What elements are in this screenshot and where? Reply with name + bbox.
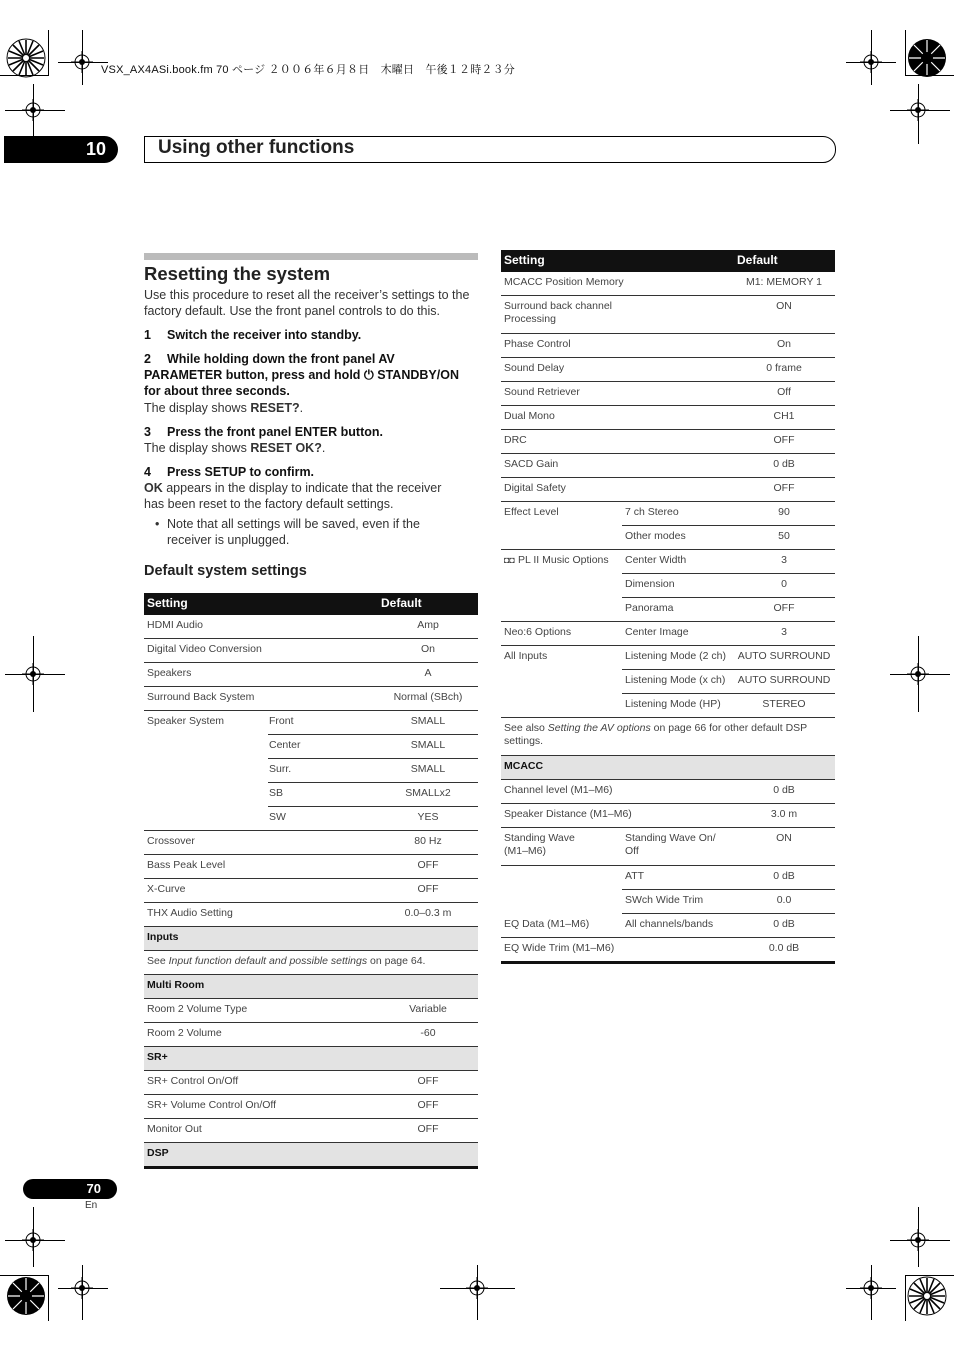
default-value: AUTO SURROUND: [737, 674, 831, 686]
table-row: [501, 670, 835, 694]
default-value: SMALL: [410, 763, 446, 775]
step-4: [144, 464, 480, 480]
table-row: [144, 711, 478, 735]
note-text: See also: [504, 722, 548, 734]
setting-name: Speaker System: [147, 715, 225, 727]
section-label: MCACC: [504, 760, 544, 772]
setting-name: Speaker Distance (M1–M6): [504, 808, 632, 820]
default-value: OFF: [417, 859, 439, 871]
table-row: [144, 855, 478, 879]
registration-wheel-icon: [5, 1275, 47, 1317]
default-value: 0.0–0.3 m: [404, 907, 452, 919]
default-value: OFF: [417, 1099, 439, 1111]
table-row: [501, 804, 835, 828]
default-value: Amp: [417, 619, 439, 631]
section-label: DSP: [147, 1147, 169, 1159]
setting-name: Standing Wave: [504, 832, 575, 844]
default-value: SMALL: [410, 739, 446, 751]
table-section-srplus: [144, 1047, 478, 1071]
step-3: [144, 424, 480, 440]
default-value: On: [776, 338, 791, 350]
dolby-icon: ◘◘: [504, 555, 515, 565]
setting-option-line2: Off: [625, 845, 639, 857]
registration-wheel-icon: [5, 37, 47, 79]
table-row: [501, 334, 835, 358]
table-row: [144, 687, 478, 711]
default-value: Off: [777, 386, 791, 398]
setting-name: Digital Safety: [504, 482, 566, 494]
section-title: Resetting the system: [144, 263, 331, 284]
chapter-title-box: [144, 136, 836, 163]
page-number-tab: [23, 1179, 117, 1199]
table-row: [144, 615, 478, 639]
chapter-number: 10: [85, 139, 106, 159]
setting-name: Sound Retriever: [504, 386, 580, 398]
step-text: for about three seconds.: [144, 384, 290, 398]
default-value: YES: [417, 811, 439, 823]
default-value: OFF: [773, 434, 795, 446]
default-value: 80 Hz: [414, 835, 442, 847]
setting-name: Room 2 Volume Type: [147, 1003, 248, 1015]
default-value: A: [424, 667, 432, 679]
setting-option: Listening Mode (x ch): [625, 674, 726, 686]
setting-name: Phase Control: [504, 338, 571, 350]
table-row: [144, 735, 478, 759]
default-value: OFF: [417, 1075, 439, 1087]
step-text: Switch the receiver into standby.: [167, 328, 362, 342]
setting-option: Center: [269, 739, 301, 751]
table-row: [501, 358, 835, 382]
table-row: [501, 454, 835, 478]
default-value: M1: MEMORY 1: [745, 276, 823, 288]
subsection-title: Default system settings: [144, 563, 307, 579]
default-value: 0.0: [776, 894, 792, 906]
step-number: 4: [144, 465, 151, 479]
default-value: 0 dB: [773, 918, 795, 930]
setting-option: Listening Mode (HP): [625, 698, 721, 710]
table-section-dsp: [144, 1143, 478, 1167]
table-header: [501, 250, 835, 272]
setting-option: Front: [269, 715, 294, 727]
setting-name: Crossover: [147, 835, 195, 847]
setting-name: Room 2 Volume: [147, 1027, 222, 1039]
display-text: RESET OK?: [250, 441, 322, 455]
default-value: 3: [781, 554, 787, 566]
table-row: [144, 807, 478, 831]
header-default: Default: [381, 596, 422, 610]
see-also-note: [504, 722, 834, 748]
default-value: SMALLx2: [405, 787, 451, 799]
note-bullet: • Note that all settings will be saved, even if the receiver is unplugged.: [155, 517, 420, 547]
table-end-rule: [501, 961, 835, 964]
default-value: 3: [781, 626, 787, 638]
setting-name: Dual Mono: [504, 410, 555, 422]
section-label: Inputs: [147, 931, 179, 943]
table-row: [501, 574, 835, 598]
bullet-icon: •: [155, 517, 160, 531]
table-row: [144, 1119, 478, 1143]
setting-name: SR+ Volume Control On/Off: [147, 1099, 277, 1111]
setting-option: SWch Wide Trim: [625, 894, 704, 906]
setting-name: DRC: [504, 434, 527, 446]
table-row: [144, 759, 478, 783]
table-row: [501, 780, 835, 804]
step-number: 2: [144, 352, 151, 366]
note-text: settings.: [504, 735, 544, 747]
setting-name: Surround back channel: [504, 300, 612, 312]
setting-name: X-Curve: [147, 883, 186, 895]
table-row: [144, 999, 478, 1023]
page-number: 70: [86, 1181, 101, 1196]
table-row: [144, 663, 478, 687]
table-row: [501, 430, 835, 454]
default-value: AUTO SURROUND: [737, 650, 831, 662]
chapter-number-tab: [4, 136, 118, 163]
default-value: 90: [778, 506, 790, 518]
default-value: OFF: [773, 482, 795, 494]
step-4-note: OK appears in the display to indicate that the receiver has been reset to the factory default settings.: [144, 481, 442, 511]
setting-name: SR+ Control On/Off: [147, 1075, 239, 1087]
table-row: [144, 903, 478, 927]
setting-name: Channel level (M1–M6): [504, 784, 613, 796]
section-label: SR+: [147, 1051, 168, 1063]
setting-name: Sound Delay: [504, 362, 565, 374]
setting-option: Listening Mode (2 ch): [625, 650, 726, 662]
setting-name: Neo:6 Options: [504, 626, 572, 638]
default-value: -60: [420, 1027, 436, 1039]
table-row: [144, 1071, 478, 1095]
table-end-rule: [144, 1166, 478, 1169]
setting-name: EQ Wide Trim (M1–M6): [504, 942, 615, 954]
note-italic: Input function default and possible settings: [168, 955, 368, 967]
default-value: 0 dB: [773, 870, 795, 882]
note-text: See: [147, 955, 169, 967]
note-text: on page 66 for other default DSP: [650, 722, 808, 734]
table-row: [501, 938, 835, 962]
default-value: 0.0 dB: [768, 942, 800, 954]
setting-option: Surr.: [269, 763, 292, 775]
step-text: PARAMETER button, press and hold ⏻ STANDBY/ON: [144, 368, 459, 382]
step-3-note: The display shows RESET OK?.: [144, 441, 326, 455]
setting-name: PL II Music Options: [518, 554, 609, 566]
table-row: [144, 639, 478, 663]
section-label: Multi Room: [147, 979, 205, 991]
inputs-note-row: [144, 951, 478, 975]
table-row: [144, 783, 478, 807]
step-1: [144, 327, 480, 343]
table-section-mcacc: [501, 756, 835, 780]
setting-name-line2: Processing: [504, 313, 556, 325]
display-text: RESET?: [250, 401, 300, 415]
default-value: 3.0 m: [770, 808, 798, 820]
inputs-note: [147, 955, 425, 968]
default-value: On: [420, 643, 435, 655]
table-row: [501, 406, 835, 430]
table-row: [144, 831, 478, 855]
setting-option: SB: [269, 787, 284, 799]
default-value: ON: [776, 300, 792, 312]
table-header: [144, 593, 478, 615]
table-section-multiroom: [144, 975, 478, 999]
setting-name: Digital Video Conversion: [147, 643, 262, 655]
chapter-title: Using other functions: [158, 137, 355, 158]
table-row: [501, 866, 835, 890]
intro-paragraph: Use this procedure to reset all the receiver’s settings to the factory default. Use the front panel controls to do this.: [144, 288, 470, 318]
table-row: [501, 646, 835, 670]
default-value: 0 dB: [773, 784, 795, 796]
step-text: Press the front panel ENTER button.: [167, 425, 383, 439]
default-value: STEREO: [762, 698, 806, 710]
setting-name: Bass Peak Level: [147, 859, 226, 871]
setting-option: Other modes: [625, 530, 686, 542]
table-row: [501, 914, 835, 938]
setting-option: ATT: [625, 870, 645, 882]
default-value: CH1: [773, 410, 795, 422]
table-row: [501, 890, 835, 914]
default-value: OFF: [417, 883, 439, 895]
table-row: [501, 478, 835, 502]
table-row: [501, 828, 835, 866]
registration-wheel-icon: [906, 1275, 948, 1317]
setting-option: 7 ch Stereo: [625, 506, 679, 518]
setting-name: HDMI Audio: [147, 619, 204, 631]
default-value: 0 frame: [766, 362, 802, 374]
setting-name-line2: (M1–M6): [504, 845, 547, 857]
step-number: 3: [144, 425, 151, 439]
default-value: ON: [776, 832, 792, 844]
default-value: OFF: [417, 1123, 439, 1135]
default-value: OFF: [773, 602, 795, 614]
header-setting: Setting: [504, 253, 545, 267]
display-text: OK: [144, 481, 163, 495]
setting-name: Effect Level: [504, 506, 559, 518]
see-also-row: [501, 718, 835, 756]
setting-option: Center Width: [625, 554, 687, 566]
step-number: 1: [144, 328, 151, 342]
step-2: [144, 351, 480, 399]
setting-name: All Inputs: [504, 650, 548, 662]
setting-name: EQ Data (M1–M6): [504, 918, 590, 930]
table-row: [501, 598, 835, 622]
table-row: [501, 296, 835, 334]
table-row: [144, 1095, 478, 1119]
section-rule: [144, 253, 478, 260]
setting-option: SW: [269, 811, 286, 823]
setting-option: Standing Wave On/: [625, 832, 716, 844]
default-value: 0 dB: [773, 458, 795, 470]
registration-wheel-icon: [906, 37, 948, 79]
print-header: VSX_AX4ASi.book.fm 70 ページ ２００６年６月８日 木曜日 午後１２時２３分: [101, 64, 516, 76]
table-row: [501, 694, 835, 718]
table-row: [501, 502, 835, 526]
table-row: [501, 622, 835, 646]
setting-option: All channels/bands: [625, 918, 714, 930]
setting-option: Panorama: [625, 602, 674, 614]
table-section-inputs: [144, 927, 478, 951]
note-text: on page 64.: [367, 955, 426, 967]
setting-name: MCACC Position Memory: [504, 276, 624, 288]
setting-option: Center Image: [625, 626, 689, 638]
table-row: [501, 526, 835, 550]
setting-name: THX Audio Setting: [147, 907, 233, 919]
page-language: En: [85, 1200, 98, 1211]
setting-name: Monitor Out: [147, 1123, 202, 1135]
table-row: [501, 382, 835, 406]
header-default: Default: [737, 253, 778, 267]
table-row: [501, 550, 835, 574]
note-italic: Setting the AV options: [547, 722, 651, 734]
default-value: 50: [778, 530, 790, 542]
default-value: 0: [781, 578, 787, 590]
setting-option: Dimension: [625, 578, 675, 590]
default-value: SMALL: [410, 715, 446, 727]
header-setting: Setting: [147, 596, 188, 610]
step-2-note: The display shows RESET?.: [144, 401, 304, 415]
default-value: Normal (SBch): [393, 691, 463, 703]
setting-name: SACD Gain: [504, 458, 559, 470]
table-row: [144, 1023, 478, 1047]
setting-name: Speakers: [147, 667, 192, 679]
setting-name: Surround Back System: [147, 691, 255, 703]
step-text: While holding down the front panel AV: [167, 352, 395, 366]
table-row: [501, 272, 835, 296]
default-value: Variable: [409, 1003, 447, 1015]
table-row: [144, 879, 478, 903]
step-text: Press SETUP to confirm.: [167, 465, 315, 479]
